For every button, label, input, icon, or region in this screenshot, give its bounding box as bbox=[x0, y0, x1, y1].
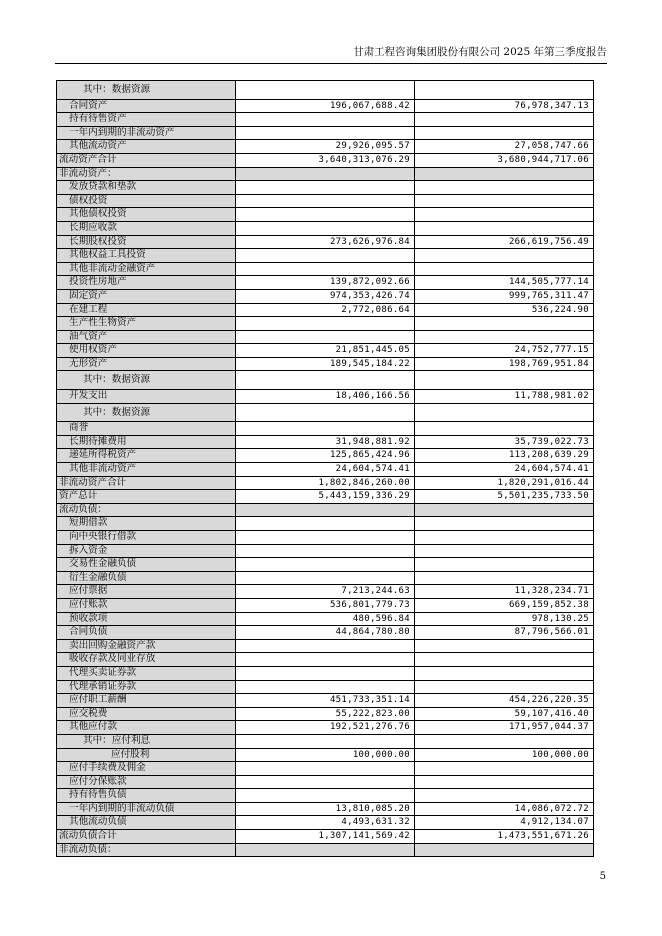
balance-sheet-body bbox=[57, 81, 594, 857]
row-label: 无形资产 bbox=[57, 357, 236, 371]
table-row bbox=[57, 330, 594, 344]
prior-period-value bbox=[415, 317, 594, 331]
table-row bbox=[57, 140, 594, 154]
table-row bbox=[57, 81, 594, 100]
current-period-value bbox=[236, 317, 415, 331]
current-period-value: 55,222,823.00 bbox=[236, 707, 415, 721]
row-label: 持有待售资产 bbox=[57, 113, 236, 127]
row-label: 长期股权投资 bbox=[57, 235, 236, 249]
table-row bbox=[57, 344, 594, 358]
row-label: 其中：数据资源 bbox=[57, 81, 236, 100]
prior-period-value bbox=[415, 249, 594, 263]
prior-period-value: 536,224.90 bbox=[415, 303, 594, 317]
row-label: 应付票据 bbox=[57, 585, 236, 599]
prior-period-value: 978,130.25 bbox=[415, 612, 594, 626]
table-row bbox=[57, 181, 594, 195]
current-period-value bbox=[236, 762, 415, 776]
prior-period-value: 198,769,951.84 bbox=[415, 357, 594, 371]
prior-period-value: 113,208,639.29 bbox=[415, 449, 594, 463]
current-period-value: 196,067,688.42 bbox=[236, 99, 415, 113]
table-row bbox=[57, 571, 594, 585]
row-label: 代理买卖证券款 bbox=[57, 666, 236, 680]
row-label: 短期借款 bbox=[57, 517, 236, 531]
table-row bbox=[57, 403, 594, 422]
prior-period-value bbox=[415, 403, 594, 422]
current-period-value: 480,596.84 bbox=[236, 612, 415, 626]
current-period-value bbox=[236, 262, 415, 276]
prior-period-value: 11,328,234.71 bbox=[415, 585, 594, 599]
table-row bbox=[57, 612, 594, 626]
table-row bbox=[57, 775, 594, 789]
prior-period-value bbox=[415, 571, 594, 585]
row-label: 衍生金融负债 bbox=[57, 571, 236, 585]
prior-period-value: 1,820,291,016.44 bbox=[415, 476, 594, 490]
current-period-value bbox=[236, 81, 415, 100]
prior-period-value bbox=[415, 653, 594, 667]
prior-period-value bbox=[415, 762, 594, 776]
table-row bbox=[57, 585, 594, 599]
table-row bbox=[57, 317, 594, 331]
table-row bbox=[57, 626, 594, 640]
table-row bbox=[57, 357, 594, 371]
table-row bbox=[57, 598, 594, 612]
current-period-value: 3,640,313,076.29 bbox=[236, 153, 415, 167]
table-row bbox=[57, 653, 594, 667]
table-row bbox=[57, 490, 594, 504]
row-label: 其中：数据资源 bbox=[57, 371, 236, 390]
prior-period-value bbox=[415, 517, 594, 531]
table-row bbox=[57, 544, 594, 558]
row-label: 预收款项 bbox=[57, 612, 236, 626]
table-row bbox=[57, 680, 594, 694]
prior-period-value bbox=[415, 167, 594, 181]
table-row bbox=[57, 666, 594, 680]
current-period-value bbox=[236, 208, 415, 222]
prior-period-value bbox=[415, 734, 594, 748]
row-label: 其他非流动金融资产 bbox=[57, 262, 236, 276]
current-period-value bbox=[236, 181, 415, 195]
table-row bbox=[57, 126, 594, 140]
current-period-value: 2,772,086.64 bbox=[236, 303, 415, 317]
row-label: 流动负债合计 bbox=[57, 830, 236, 844]
table-row bbox=[57, 721, 594, 735]
prior-period-value bbox=[415, 666, 594, 680]
table-row bbox=[57, 639, 594, 653]
prior-period-value: 100,000.00 bbox=[415, 748, 594, 762]
prior-period-value bbox=[415, 208, 594, 222]
table-row bbox=[57, 816, 594, 830]
row-label: 应付分保账款 bbox=[57, 775, 236, 789]
current-period-value bbox=[236, 639, 415, 653]
current-period-value bbox=[236, 403, 415, 422]
row-label: 非流动资产： bbox=[57, 167, 236, 181]
current-period-value bbox=[236, 126, 415, 140]
table-row bbox=[57, 463, 594, 477]
row-label: 卖出回购金融资产款 bbox=[57, 639, 236, 653]
row-label: 使用权资产 bbox=[57, 344, 236, 358]
row-label: 递延所得税资产 bbox=[57, 449, 236, 463]
row-label: 其他流动负债 bbox=[57, 816, 236, 830]
prior-period-value bbox=[415, 843, 594, 857]
prior-period-value: 3,680,944,717.06 bbox=[415, 153, 594, 167]
row-label: 一年内到期的非流动资产 bbox=[57, 126, 236, 140]
prior-period-value: 27,058,747.66 bbox=[415, 140, 594, 154]
row-label: 长期应收款 bbox=[57, 221, 236, 235]
row-label: 向中央银行借款 bbox=[57, 531, 236, 545]
current-period-value: 44,864,780.80 bbox=[236, 626, 415, 640]
current-period-value: 18,406,166.56 bbox=[236, 390, 415, 404]
current-period-value: 125,865,424.96 bbox=[236, 449, 415, 463]
table-row bbox=[57, 262, 594, 276]
table-row bbox=[57, 276, 594, 290]
row-label: 其他非流动资产 bbox=[57, 463, 236, 477]
row-label: 非流动资产合计 bbox=[57, 476, 236, 490]
current-period-value: 1,307,141,569.42 bbox=[236, 830, 415, 844]
prior-period-value bbox=[415, 371, 594, 390]
table-row bbox=[57, 435, 594, 449]
current-period-value: 451,733,351.14 bbox=[236, 694, 415, 708]
prior-period-value: 144,505,777.14 bbox=[415, 276, 594, 290]
current-period-value bbox=[236, 558, 415, 572]
page-number: 5 bbox=[599, 871, 606, 882]
row-label: 拆入资金 bbox=[57, 544, 236, 558]
prior-period-value bbox=[415, 680, 594, 694]
current-period-value: 13,810,085.20 bbox=[236, 802, 415, 816]
prior-period-value: 59,107,416.40 bbox=[415, 707, 594, 721]
current-period-value bbox=[236, 371, 415, 390]
prior-period-value: 1,473,551,671.26 bbox=[415, 830, 594, 844]
current-period-value: 29,926,095.57 bbox=[236, 140, 415, 154]
row-label: 在建工程 bbox=[57, 303, 236, 317]
row-label: 资产总计 bbox=[57, 490, 236, 504]
current-period-value: 7,213,244.63 bbox=[236, 585, 415, 599]
prior-period-value bbox=[415, 221, 594, 235]
prior-period-value: 11,788,981.02 bbox=[415, 390, 594, 404]
table-row bbox=[57, 449, 594, 463]
row-label: 合同资产 bbox=[57, 99, 236, 113]
current-period-value bbox=[236, 113, 415, 127]
prior-period-value bbox=[415, 181, 594, 195]
current-period-value bbox=[236, 775, 415, 789]
current-period-value bbox=[236, 194, 415, 208]
current-period-value: 24,604,574.41 bbox=[236, 463, 415, 477]
current-period-value: 4,493,631.32 bbox=[236, 816, 415, 830]
prior-period-value bbox=[415, 422, 594, 436]
row-label: 商誉 bbox=[57, 422, 236, 436]
prior-period-value: 454,226,220.35 bbox=[415, 694, 594, 708]
prior-period-value bbox=[415, 503, 594, 517]
row-label: 一年内到期的非流动负债 bbox=[57, 802, 236, 816]
row-label: 应付手续费及佣金 bbox=[57, 762, 236, 776]
table-row bbox=[57, 517, 594, 531]
row-label: 应付账款 bbox=[57, 598, 236, 612]
row-label: 固定资产 bbox=[57, 289, 236, 303]
current-period-value bbox=[236, 734, 415, 748]
header-rule bbox=[55, 63, 607, 64]
current-period-value bbox=[236, 571, 415, 585]
table-row bbox=[57, 303, 594, 317]
table-row bbox=[57, 113, 594, 127]
prior-period-value: 87,796,566.01 bbox=[415, 626, 594, 640]
current-period-value bbox=[236, 666, 415, 680]
prior-period-value: 999,765,311.47 bbox=[415, 289, 594, 303]
prior-period-value bbox=[415, 194, 594, 208]
page-header-title: 甘肃工程咨询集团股份有限公司 2025 年第三季度报告 bbox=[353, 46, 607, 58]
prior-period-value bbox=[415, 775, 594, 789]
row-label: 发放贷款和垫款 bbox=[57, 181, 236, 195]
prior-period-value bbox=[415, 330, 594, 344]
current-period-value: 536,801,779.73 bbox=[236, 598, 415, 612]
current-period-value bbox=[236, 422, 415, 436]
current-period-value: 273,626,976.84 bbox=[236, 235, 415, 249]
row-label: 非流动负债： bbox=[57, 843, 236, 857]
row-label: 其他债权投资 bbox=[57, 208, 236, 222]
prior-period-value: 76,978,347.13 bbox=[415, 99, 594, 113]
row-label: 其中：应付利息 bbox=[57, 734, 236, 748]
row-label: 其他应付款 bbox=[57, 721, 236, 735]
current-period-value: 139,872,092.66 bbox=[236, 276, 415, 290]
current-period-value bbox=[236, 330, 415, 344]
current-period-value bbox=[236, 531, 415, 545]
table-row bbox=[57, 734, 594, 748]
table-row bbox=[57, 235, 594, 249]
table-row bbox=[57, 707, 594, 721]
row-label: 生产性生物资产 bbox=[57, 317, 236, 331]
row-label: 开发支出 bbox=[57, 390, 236, 404]
prior-period-value: 171,957,044.37 bbox=[415, 721, 594, 735]
row-label: 长期待摊费用 bbox=[57, 435, 236, 449]
table-row bbox=[57, 558, 594, 572]
prior-period-value bbox=[415, 81, 594, 100]
table-row bbox=[57, 153, 594, 167]
prior-period-value bbox=[415, 113, 594, 127]
table-row bbox=[57, 694, 594, 708]
current-period-value: 974,353,426.74 bbox=[236, 289, 415, 303]
prior-period-value bbox=[415, 789, 594, 803]
current-period-value bbox=[236, 843, 415, 857]
row-label: 债权投资 bbox=[57, 194, 236, 208]
row-label: 其他流动资产 bbox=[57, 140, 236, 154]
table-row bbox=[57, 476, 594, 490]
table-row bbox=[57, 802, 594, 816]
table-row bbox=[57, 390, 594, 404]
table-row bbox=[57, 289, 594, 303]
row-label: 合同负债 bbox=[57, 626, 236, 640]
table-row bbox=[57, 748, 594, 762]
table-row bbox=[57, 789, 594, 803]
current-period-value: 192,521,276.76 bbox=[236, 721, 415, 735]
prior-period-value bbox=[415, 126, 594, 140]
prior-period-value bbox=[415, 262, 594, 276]
prior-period-value bbox=[415, 544, 594, 558]
current-period-value bbox=[236, 789, 415, 803]
balance-sheet-table bbox=[56, 80, 594, 857]
row-label: 油气资产 bbox=[57, 330, 236, 344]
prior-period-value: 4,912,134.07 bbox=[415, 816, 594, 830]
row-label: 持有待售负债 bbox=[57, 789, 236, 803]
row-label: 应付股利 bbox=[57, 748, 236, 762]
row-label: 交易性金融负债 bbox=[57, 558, 236, 572]
row-label: 投资性房地产 bbox=[57, 276, 236, 290]
row-label: 流动资产合计 bbox=[57, 153, 236, 167]
current-period-value bbox=[236, 503, 415, 517]
table-row bbox=[57, 208, 594, 222]
table-row bbox=[57, 221, 594, 235]
row-label: 其中：数据资源 bbox=[57, 403, 236, 422]
prior-period-value bbox=[415, 558, 594, 572]
prior-period-value bbox=[415, 639, 594, 653]
current-period-value bbox=[236, 221, 415, 235]
current-period-value bbox=[236, 167, 415, 181]
current-period-value bbox=[236, 517, 415, 531]
current-period-value: 5,443,159,336.29 bbox=[236, 490, 415, 504]
table-row bbox=[57, 371, 594, 390]
current-period-value: 100,000.00 bbox=[236, 748, 415, 762]
prior-period-value: 5,501,235,733.50 bbox=[415, 490, 594, 504]
table-row bbox=[57, 249, 594, 263]
current-period-value bbox=[236, 249, 415, 263]
current-period-value: 189,545,184.22 bbox=[236, 357, 415, 371]
current-period-value bbox=[236, 680, 415, 694]
row-label: 应交税费 bbox=[57, 707, 236, 721]
prior-period-value: 266,619,756.49 bbox=[415, 235, 594, 249]
current-period-value: 21,851,445.05 bbox=[236, 344, 415, 358]
current-period-value: 1,802,846,260.00 bbox=[236, 476, 415, 490]
row-label: 代理承销证券款 bbox=[57, 680, 236, 694]
table-row bbox=[57, 531, 594, 545]
table-row bbox=[57, 194, 594, 208]
table-row bbox=[57, 167, 594, 181]
current-period-value: 31,948,881.92 bbox=[236, 435, 415, 449]
row-label: 吸收存款及同业存放 bbox=[57, 653, 236, 667]
prior-period-value: 35,739,022.73 bbox=[415, 435, 594, 449]
current-period-value bbox=[236, 653, 415, 667]
row-label: 流动负债： bbox=[57, 503, 236, 517]
prior-period-value: 14,086,072.72 bbox=[415, 802, 594, 816]
prior-period-value: 669,159,852.38 bbox=[415, 598, 594, 612]
table-row bbox=[57, 99, 594, 113]
prior-period-value: 24,604,574.41 bbox=[415, 463, 594, 477]
prior-period-value bbox=[415, 531, 594, 545]
table-row bbox=[57, 503, 594, 517]
current-period-value bbox=[236, 544, 415, 558]
row-label: 应付职工薪酬 bbox=[57, 694, 236, 708]
table-row bbox=[57, 762, 594, 776]
prior-period-value: 24,752,777.15 bbox=[415, 344, 594, 358]
table-row bbox=[57, 830, 594, 844]
row-label: 其他权益工具投资 bbox=[57, 249, 236, 263]
table-row bbox=[57, 422, 594, 436]
table-row bbox=[57, 843, 594, 857]
